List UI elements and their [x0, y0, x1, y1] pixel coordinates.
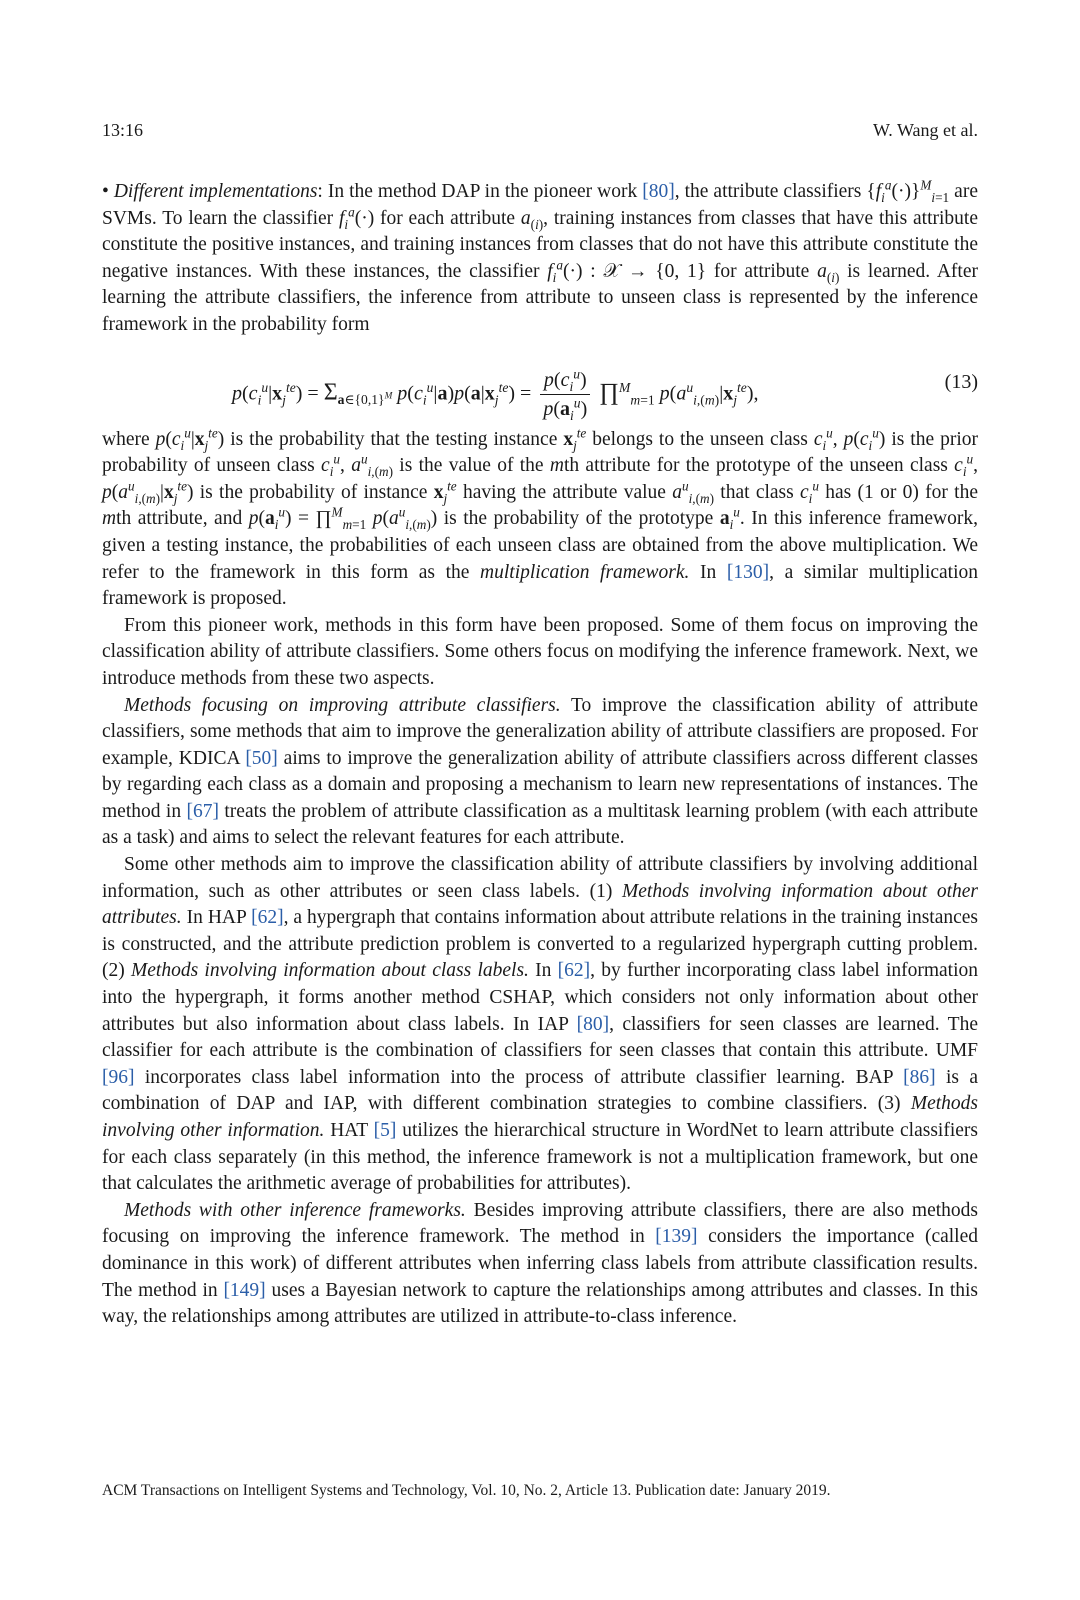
run-in-heading: Different implementations	[113, 181, 318, 202]
citation-link[interactable]: [80]	[642, 181, 675, 202]
citation-link[interactable]: [62]	[251, 907, 284, 929]
paragraph-improving-classifiers: Methods focusing on improving attribute classifiers. To improve the classification ability of attribute classifiers, some methods that aim to improve the generalization ability of attribute classifiers are proposed. For example, KDICA [50] aims to improve the generalization ability of attribute classifiers across different classes by regarding each class as a domain and proposing a mechanism to learn new representations of instances. The method in [67] treats the problem of attribute classification as a multitask learning problem (with each attribute as a task) and aims to select the relevant features for each attribute.	[102, 694, 978, 849]
citation-link[interactable]: [86]	[903, 1066, 936, 1088]
citation-link[interactable]: [149]	[223, 1279, 266, 1301]
paragraph-implementations: • Different implementations: In the method DAP in the pioneer work [80], the attribute classifiers $\{f_i^a(\cdot)\}^M_{i=1}$ are SVMs. To learn the classifier $f_i^a(\cdot)$ for each attribute $a_{(i)}$, training instances from classes that have this attribute constitute the positive instances, and training instances from classes that do not have this attribute constitute the negative instances. With these instances, the classifier $f_i^a(\cdot)$ : 𝒳 → {0, 1} for attribute $a_{(i)}$ is learned. After learning the attribute classifiers, the inference from attribute to unseen class is represented by the inference framework in the probability form	[102, 177, 978, 335]
citation-link[interactable]: [5]	[373, 1120, 397, 1141]
run-in-heading: Methods with other inference frameworks.	[124, 1199, 466, 1221]
citation-link[interactable]: [130]	[726, 561, 770, 583]
paragraph-where: where $p(c_i^u|x_j^{te})$ is the probability that the testing instance $x_j^{te}$ belongs to the unseen class $c_i^u$, $p(c_i^u)$ is the prior probability of unseen class $c_i^u$, $a^u_{i,(m)}$ is the value of the mth attribute for the prototype of the unseen class $c_i^u$, $p(a^u_{i,(m)}|x_j^{te})$ is the probability of instance $x_j^{te}$ having the attribute value $a^u_{i,(m)}$ that class $c_i^u$ has (1 or 0) for the mth attribute, and $p(a_i^u)$ = ∏$^M_{m=1}$ $p(a^u_{i,(m)})$ is the probability of the prototype $a_i^u$. In this inference framework, given a testing instance, the probabilities of each unseen class are obtained from the above multiplication. We refer to the framework in this form as the multiplication framework. In [130], a similar multiplication framework is proposed.	[102, 425, 979, 610]
paragraph-inference-frameworks: Methods with other inference frameworks. Besides improving attribute classifiers, there are also methods focusing on improving the inference framework. The method in [139] considers the importance (called dominance in this work) of different attributes when inferring class labels from attribute classification results. The method in [149] uses a Bayesian network to capture the relationships among attributes and classes. In this way, the relationships among attributes are utilized in attribute-to-class inference.	[102, 1199, 979, 1328]
citation-link[interactable]: [96]	[102, 1066, 135, 1088]
citation-link[interactable]: [62]	[557, 960, 591, 982]
citation-link[interactable]: [139]	[655, 1226, 698, 1248]
page-label: 13:16	[102, 120, 144, 140]
equation-expression: $p(c_i^u|x_j^{te}) = \Sigma_{a\in\{0,1\}^M}$ $p(c_i^u|a)p(a|x_j^{te})$ = $\frac{p(c_i^u)}{p(a_i^u)}$ ∏$^M_{m=1}$ $p(a^u_{i,(m)}|x_j^{te})$,	[232, 365, 759, 424]
author-label: W. Wang et al.	[872, 120, 978, 140]
citation-link[interactable]: [80]	[576, 1013, 610, 1035]
equation-13	[102, 345, 978, 423]
equation-number: (13)	[944, 370, 978, 393]
body-text	[102, 179, 978, 1331]
journal-footer: ACM Transactions on Intelligent Systems and Technology, Vol. 10, No. 2, Article 13. Publication date: January 2019.	[102, 1482, 831, 1499]
paragraph-additional-info: Some other methods aim to improve the classification ability of attribute classifiers by involving additional information, such as other attributes or seen class labels. (1) Methods involving information about other attributes. In HAP [62], a hypergraph that contains information about attribute relations in the training instances is constructed, and the attribute prediction problem is converted to a regularized hypergraph cutting problem. (2) Methods involving information about class labels. In [62], by further incorporating class label information into the hypergraph, it forms another method CSHAP, which considers not only information about other attributes but also information about class labels. In IAP [80], classifiers for seen classes are learned. The classifier for each attribute is the combination of classifiers for seen classes that contain this attribute. UMF [96] incorporates class label information into the process of attribute classifier learning. BAP [86] is a combination of DAP and IAP, with different combination strategies to combine classifiers. (3) Methods involving other information. HAT [5] utilizes the hierarchical structure in WordNet to learn attribute classifiers for each class separately (in this method, the inference framework is not a multiplication framework, but one that calculates the arithmetic average of probabilities for attributes).	[102, 854, 979, 1195]
run-in-heading: Methods focusing on improving attribute classifiers.	[124, 694, 561, 716]
paragraph-pioneer: From this pioneer work, methods in this form have been proposed. Some of them focus on improving the classification ability of attribute classifiers. Some others focus on modifying the inference framework. Next, we introduce methods from these two aspects.	[102, 614, 978, 689]
citation-link[interactable]: [50]	[245, 747, 278, 769]
running-header	[102, 120, 978, 144]
citation-link[interactable]: [67]	[186, 800, 219, 822]
